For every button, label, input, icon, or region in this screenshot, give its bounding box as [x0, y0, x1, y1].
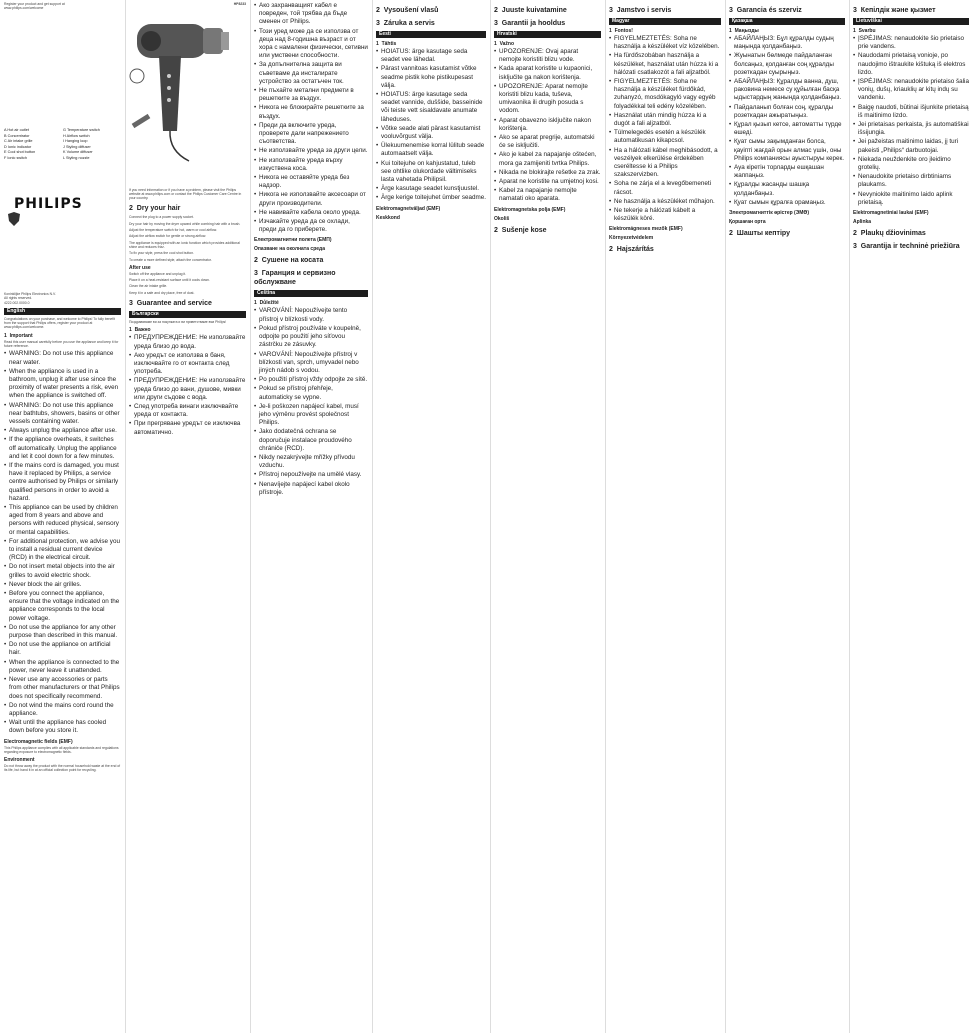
list-item: • ĮSPĖJIMAS: nenaudokite šio prietaiso prie vandens.	[853, 35, 969, 51]
list-item: • Soha ne zárja el a levegőbemeneti rácsot.	[609, 180, 721, 196]
emf-text: This Philips appliance complies with all applicable standards and regulations regarding exposure to electromagnetic fields.	[4, 745, 119, 754]
list-item: • Nikada ne blokirajte rešetke za zrak.	[494, 169, 601, 177]
heading-bg-dry: 2 Сушене на косата	[254, 257, 324, 265]
list-item: • Do not insert metal objects into the air grilles to avoid electric shock.	[4, 563, 121, 579]
list-item: • Never block the air grilles.	[4, 581, 121, 589]
document-code: 4222.002.0000.0	[4, 300, 30, 305]
list-item: • Пайдаланып болған соң, құралды розеткадан ажыратыңыз.	[729, 104, 845, 120]
parts-legend	[4, 128, 122, 162]
list-item: • Nikdy nezakrývejte mřížky přívodu vzduchu.	[254, 454, 368, 470]
column-bulgarian-czech	[250, 0, 372, 1033]
column-estonian-croatian	[490, 0, 605, 1033]
list-item: • Jei prietaisas perkaista, jis automatiškai išsijungia.	[853, 121, 969, 137]
legend-item: B Concentrator	[4, 133, 30, 138]
list-item: • След употреба винаги изключвайте уреда от контакта.	[129, 403, 246, 419]
heading-hr-guarantee: 3 Jamstvo i servis	[609, 7, 672, 14]
list-item: • Kabel za napajanje nemojte namatati oko aparata.	[494, 187, 601, 203]
section-bar-hungarian: Magyar	[609, 18, 721, 25]
after-use-steps	[129, 272, 246, 295]
column-hungarian-kazakh	[725, 0, 849, 1033]
list-item: • Aparat ne koristite na umjetnoj kosi.	[494, 178, 601, 186]
list-item: • Nenavíjejte napájecí kabel okolo přístroje.	[254, 481, 368, 497]
section-bar-estonian: Eesti	[376, 31, 486, 38]
list-item: • Always unplug the appliance after use.	[4, 427, 121, 435]
heading-kk-dry: 2 Шашты кептіру	[729, 230, 790, 238]
section-bar-bulgarian: Български	[129, 311, 246, 318]
step-item: Adjust the temperature switch for hot, warm or cool airflow.	[129, 228, 218, 233]
list-item: • Kui toitejuhe on kahjustatud, tuleb see ohtlike olukordade vältimiseks lasta vahetada Philipsil.	[376, 160, 486, 185]
shield-logo-icon	[8, 212, 20, 227]
heading-emf: Electromagnetic fields (EMF)	[4, 738, 73, 745]
list-item: • HOIATUS: ärge kasutage seda seadet vannide, duššide, basseinide või teiste vett sisaldavate anumate läheduses.	[376, 91, 486, 124]
lithuanian-warning-list	[853, 35, 969, 207]
column-cover-english	[0, 0, 125, 1033]
list-item: • Nenaudokite prietaiso dirbtiniams plaukams.	[853, 173, 969, 189]
step-item: Dry your hair by moving the dryer upward while combing hair with a brush.	[129, 221, 241, 226]
heading-kk-emf: Электромагниттік өрістер (ЭМӨ)	[729, 210, 809, 217]
list-item: • Pokud se přístroj přehřeje, automaticky se vypne.	[254, 385, 368, 401]
register-line: Register your product and get support at	[4, 2, 65, 6]
step-item: Keep it in a safe and dry place, free of dust.	[129, 290, 195, 295]
list-item: • Не навивайте кабела около уреда.	[254, 209, 368, 217]
list-item: • FIGYELMEZTETÉS: Soha ne használja a készüléket víz közelében.	[609, 35, 721, 51]
legend-item: C Air intake grille	[4, 139, 33, 144]
english-intro-continued: If you need information or if you have a problem, please visit the Philips website at www.philips.com or contact the Philips Customer Care Centre in your country.	[129, 187, 242, 201]
hungarian-warning-list	[609, 35, 721, 223]
list-item: • Használat után mindig húzza ki a dugót a fali aljzatból.	[609, 112, 721, 128]
list-item: • Не използвайте уреда върху изкуствена коса.	[254, 157, 368, 173]
list-item: • Ako se aparat pregrije, automatski će se isključiti.	[494, 134, 601, 150]
heading-lt-emf: Elektromagnetiniai laukai (EMF)	[853, 210, 929, 217]
list-item: • Pärast vannitoas kasutamist võtke seadme pistik kohe pistikupesast välja.	[376, 65, 486, 90]
environment-text: Do not throw away the product with the normal household waste at the end of its life, but hand it in at an official collection point for recycling.	[4, 764, 121, 773]
list-item: • Přístroj nepoužívejte na umělé vlasy.	[254, 471, 368, 479]
legend-row	[4, 156, 122, 162]
heading-hr-dry: 2 Sušenje kose	[494, 226, 547, 234]
list-item: • Po použití přístroj vždy odpojte ze sítě.	[254, 376, 368, 384]
section-bar-lithuanian: Lietuviškai	[853, 18, 969, 25]
list-item: • Do not wind the mains cord round the appliance.	[4, 702, 121, 718]
list-item: • Ауа кіретін торларды ешқашан жаппаңыз.	[729, 164, 845, 180]
legend-item: I Hanging loop	[63, 139, 88, 144]
philips-logo: PHILIPS	[14, 196, 83, 212]
list-item: • Ne használja a készüléket műhajon.	[609, 198, 721, 206]
heading-after-use: After use	[129, 264, 151, 271]
heading-hu-emf: Elektromágneses mezők (EMF)	[609, 226, 683, 233]
rights-line: All rights reserved.	[4, 296, 33, 301]
list-item: • Niekada neuždenkite oro įleidimo grotelių.	[853, 156, 969, 172]
list-item: • АБАЙЛАҢЫЗ: Құралды ванна, душ, раковина немесе су құйылған басқа ыдыстардың жанында қолданбаңыз.	[729, 78, 845, 103]
list-item: • Қуат сымы зақымданған болса, қауіпті жағдай орын алмас үшін, оны Philips компаниясы ауыстыруы керек.	[729, 138, 845, 163]
heading-bg-env: Опазване на околната среда	[254, 246, 325, 253]
heading-lt-env: Aplinka	[853, 219, 872, 226]
list-item: • Nevyniokite maitinimo laido aplink prietaisą.	[853, 191, 969, 207]
list-item: • When the appliance is connected to the power, never leave it unattended.	[4, 659, 121, 675]
heading-bg-guarantee: 3 Гаранция и сервизно обслужване	[254, 270, 336, 287]
section-bar-czech: Čeština	[254, 290, 368, 297]
list-item: • FIGYELMEZTETÉS: Soha ne használja a készüléket fürdőkád, zuhanyzó, mosdókagyló vagy egyéb folyadékkal teli edény közelében.	[609, 78, 721, 111]
heading-cs-guarantee: 3 Záruka a servis	[376, 20, 435, 27]
section-bar-croatian: Hrvatski	[494, 31, 601, 38]
list-item: • Никога не използвайте аксесоари от други производители.	[254, 191, 368, 207]
list-item: • Pokud přístroj používáte v koupelně, odpojte po použití jeho síťovou zástrčku ze zásuvky.	[254, 325, 368, 350]
list-item: • Құралды жасанды шашқа қолданбаңыз.	[729, 181, 845, 197]
list-item: • Ako je kabel za napajanje oštećen, mora ga zamijeniti tvrtka Philips.	[494, 151, 601, 167]
important-text: Read this user manual carefully before you use the appliance and keep it for future reference.	[4, 339, 119, 349]
heading-et-important: 1 Tähtis	[376, 41, 397, 47]
step-item: Switch off the appliance and unplug it.	[129, 271, 187, 276]
list-item: • Изчакайте уреда да се охлади, преди да го приберете.	[254, 218, 368, 234]
list-item: • Do not use the appliance on artificial hair.	[4, 641, 121, 657]
list-item: • Не използвайте уреда за други цели.	[254, 147, 368, 155]
legend-item: K Volume diffuser	[63, 150, 93, 155]
section-bar-kazakh: Қазақша	[729, 18, 845, 25]
list-item: • Võtke seade alati pärast kasutamist vooluvõrgust välja.	[376, 125, 486, 141]
heading-hu-guarantee: 3 Garancia és szerviz	[729, 7, 802, 14]
list-item: • При прегряване уредът се изключва автоматично.	[129, 420, 246, 436]
heading-guarantee: 3 Guarantee and service	[129, 300, 212, 308]
list-item: • Baigę naudoti, būtinai išjunkite prietaisą iš maitinimo lizdo.	[853, 104, 969, 120]
list-item: • ПРЕДУПРЕЖДЕНИЕ: Не използвайте уреда близо до вани, душове, мивки или други съдове с вода.	[129, 377, 246, 402]
legend-item: A Hot air outlet	[4, 128, 29, 132]
heading-important: 1 Important	[4, 332, 33, 339]
hair-dryer-illustration	[129, 6, 246, 166]
column-dry-bulgarian	[125, 0, 250, 1033]
heading-hr-emf: Elektromagnetska polja (EMF)	[494, 206, 566, 213]
heading-kk-env: Қоршаған орта	[729, 219, 766, 226]
list-item: • ПРЕДУПРЕЖДЕНИЕ: Не използвайте уреда близо до вода.	[129, 334, 246, 350]
heading-lt-dry: 2 Plaukų džiovinimas	[853, 230, 926, 238]
list-item: • Ha fürdőszobában használja a készüléket, használat után húzza ki a hálózati csatlakozót a fali aljzatból.	[609, 52, 721, 77]
heading-et-dry: 2 Juuste kuivatamine	[494, 7, 567, 14]
list-item: • VAROVÁNÍ: Nepoužívejte přístroj v blízkosti van, sprch, umyvadel nebo jiných nádob s vodou.	[254, 351, 368, 376]
list-item: • Ärge kasutage seadet kunstjuustel.	[376, 185, 486, 193]
heading-cs-important: 1 Důležité	[254, 300, 279, 307]
kazakh-warning-list	[729, 35, 845, 207]
list-item: • Jei pažeistas maitinimo laidas, jį turi pakeisti „Philips“ darbuotojai.	[853, 138, 969, 154]
list-item: • Túlmelegedés esetén a készülék automatikusan kikapcsol.	[609, 129, 721, 145]
heading-hu-dry: 2 Hajszárítás	[609, 246, 654, 254]
list-item: • Ако уредът се използва в баня, изключвайте го от контакта след употреба.	[129, 352, 246, 377]
heading-hu-important: 1 Fontos!	[609, 28, 633, 34]
list-item: • Ha a hálózati kábel meghibásodott, a veszélyek elkerülése érdekében cseréltesse ki a Philips szakszervizben.	[609, 147, 721, 180]
heading-et-guarantee: 3 Garantii ja hooldus	[494, 20, 566, 27]
bulgarian-warning-list-continued	[254, 2, 368, 234]
list-item: • Kada aparat koristite u kupaonici, isključite ga nakon korištenja.	[494, 65, 601, 81]
bulgarian-intro: Поздравяваме ви за покупката и ви приветстваме във Philips!	[129, 320, 227, 325]
heading-lt-important: 1 Svarbu	[853, 28, 876, 34]
list-item: • Жуынатын бөлмеде пайдаланған болсаңыз, қолданған соң құралды розеткадан суырыңыз.	[729, 52, 845, 77]
list-item: • Не пъхайте метални предмети в решетките за въздух.	[254, 87, 368, 103]
column-croatian-hungarian	[605, 0, 725, 1033]
section-bar-english: English	[4, 308, 121, 315]
heading-environment: Environment	[4, 757, 35, 764]
list-item: • When the appliance is used in a bathroom, unplug it after use since the proximity of water presents a risk, even when the appliance is switched off.	[4, 368, 121, 401]
english-intro: Congratulations on your purchase, and welcome to Philips! To fully benefit from the support that Philips offers, register your product at www.philips.com/welcome.	[4, 316, 115, 330]
legend-item: G Temperature switch	[63, 128, 100, 132]
list-item: • Jako dodatečná ochrana se doporučuje instalace proudového chrániče (RCD).	[254, 428, 368, 453]
heading-lt-guarantee: 3 Garantija ir techninė priežiūra	[853, 243, 960, 251]
legend-item: H Airflow switch	[63, 133, 90, 138]
heading-kk-important: 1 Маңызды	[729, 28, 759, 34]
step-item: The appliance is equipped with an ionic function which provides additional shine and reduces frizz.	[129, 240, 240, 249]
list-item: • Je-li poškozen napájecí kabel, musí jeho výměnu provést společnost Philips.	[254, 403, 368, 428]
list-item: • Ne tekerje a hálózati kábelt a készülék köré.	[609, 207, 721, 223]
heading-bg-important: 1 Важно	[129, 327, 151, 334]
list-item: • UPOZORENJE: Ovaj aparat nemojte koristiti blizu vode.	[494, 48, 601, 64]
list-item: • Құрал қызып кетсе, автоматты түрде өшеді.	[729, 121, 845, 137]
list-item: • ĮSPĖJIMAS: nenaudokite prietaiso šalia vonių, dušų, kriauklių ar kitų indų su vandeniu.	[853, 78, 969, 103]
heading-cs-dry: 2 Vysoušení vlasů	[376, 7, 439, 14]
bulgarian-warning-list	[129, 334, 246, 436]
heading-hu-env: Környezetvédelem	[609, 235, 654, 242]
legend-item: F Ionic switch	[4, 155, 27, 160]
copyright-line: Koninklijke Philips Electronics N.V.	[4, 292, 56, 296]
list-item: • Қуат сымын құралға орамаңыз.	[729, 199, 845, 207]
list-item: • Ако захранващият кабел е повреден, той трябва да бъде сменен от Philips.	[254, 2, 368, 27]
register-url: www.philips.com/welcome	[4, 6, 44, 11]
list-item: • Никога не блокирайте решетките за въздух.	[254, 104, 368, 120]
list-item: • HOIATUS: ärge kasutage seda seadet vee lähedal.	[376, 48, 486, 64]
list-item: • Naudodami prietaisą vonioje, po naudojimo ištraukite kištuką iš elektros lizdo.	[853, 52, 969, 77]
heading-dry-hair: 2 Dry your hair	[129, 205, 181, 213]
legend-item: J Styling diffuser	[63, 144, 91, 149]
croatian-warning-list	[494, 48, 601, 204]
english-warning-list	[4, 350, 121, 735]
list-item: • WARNING: Do not use this appliance near water.	[4, 350, 121, 366]
step-item: Clean the air intake grille.	[129, 284, 168, 289]
heading-hr-important: 1 Važno	[494, 41, 515, 47]
list-item: • This appliance can be used by children aged from 8 years and above and persons with reduced physical, sensory or mental capabilities.	[4, 504, 121, 537]
list-item: • WARNING: Do not use this appliance near bathtubs, showers, basins or other vessels containing water.	[4, 402, 121, 427]
list-item: • Този уред може да се използва от деца над 8-годишна възраст и от хора с намалени физически, сетивни или умствени способности.	[254, 28, 368, 61]
step-item: To fix your style, press the cool shot button.	[129, 251, 195, 256]
list-item: • Ülekuumenemise korral lülitub seade automaatselt välja.	[376, 142, 486, 158]
column-czech-estonian	[372, 0, 490, 1033]
legend-item: E Cool shot button	[4, 150, 36, 155]
list-item: • Aparat obavezno isključite nakon korištenja.	[494, 117, 601, 133]
list-item: • For additional protection, we advise you to install a residual current device (RCD) in the electrical circuit.	[4, 538, 121, 563]
step-item: Place it on a heat-resistant surface until it cools down.	[129, 278, 210, 283]
heading-et-emf: Elektromagnetväljad (EMF)	[376, 205, 441, 212]
estonian-warning-list	[376, 48, 486, 203]
heading-hr-env: Okoliš	[494, 215, 510, 222]
list-item: • Do not use the appliance for any other purpose than described in this manual.	[4, 624, 121, 640]
heading-kk-guarantee: 3 Кепілдік және қызмет	[853, 7, 936, 14]
list-item: • UPOZORENJE: Aparat nemojte koristiti blizu kada, tuševa, umivaonika ili drugih posuda s vodom.	[494, 83, 601, 116]
step-item: Connect the plug to a power supply socket.	[129, 215, 194, 220]
step-item: To create a more defined style, attach the concentrator.	[129, 257, 212, 262]
model-number: HP8233	[233, 2, 246, 6]
list-item: • If the appliance overheats, it switches off automatically. Unplug the appliance and let it cool down for a few minutes.	[4, 436, 121, 461]
list-item: • Wait until the appliance has cooled down before you store it.	[4, 719, 121, 735]
column-kazakh-lithuanian	[849, 0, 973, 1033]
list-item: • Никога не оставяйте уреда без надзор.	[254, 174, 368, 190]
list-item: • Never use any accessories or parts from other manufacturers or that Philips does not specifically recommend.	[4, 676, 121, 701]
list-item: • Before you connect the appliance, ensure that the voltage indicated on the appliance corresponds to the local power voltage.	[4, 590, 121, 623]
list-item: • За допълнителна защита ви съветваме да инсталирате устройство за остатъчен ток.	[254, 61, 368, 86]
list-item: • Преди да включите уреда, проверете дали напрежението съответства.	[254, 122, 368, 147]
list-item: • VAROVÁNÍ: Nepoužívejte tento přístroj v blízkosti vody.	[254, 307, 368, 323]
list-item: • Ärge kerige toitejuhet ümber seadme.	[376, 194, 486, 202]
heading-bg-emf: Електромагнитни полета (ЕМП)	[254, 237, 332, 244]
czech-warning-list	[254, 307, 368, 496]
legend-item: L Styling nozzle	[63, 155, 90, 160]
list-item: • If the mains cord is damaged, you must have it replaced by Philips, a service centre authorised by Philips or similarly qualified persons in order to avoid a hazard.	[4, 462, 121, 503]
legend-item: D Ionic indicator	[4, 144, 32, 149]
step-item: Adjust the airflow switch for gentle or strong airflow.	[129, 234, 207, 239]
heading-et-env: Keskkond	[376, 214, 400, 221]
list-item: • АБАЙЛАҢЫЗ: Бұл құралды судың маңында қолданбаңыз.	[729, 35, 845, 51]
dry-hair-steps	[129, 215, 246, 261]
